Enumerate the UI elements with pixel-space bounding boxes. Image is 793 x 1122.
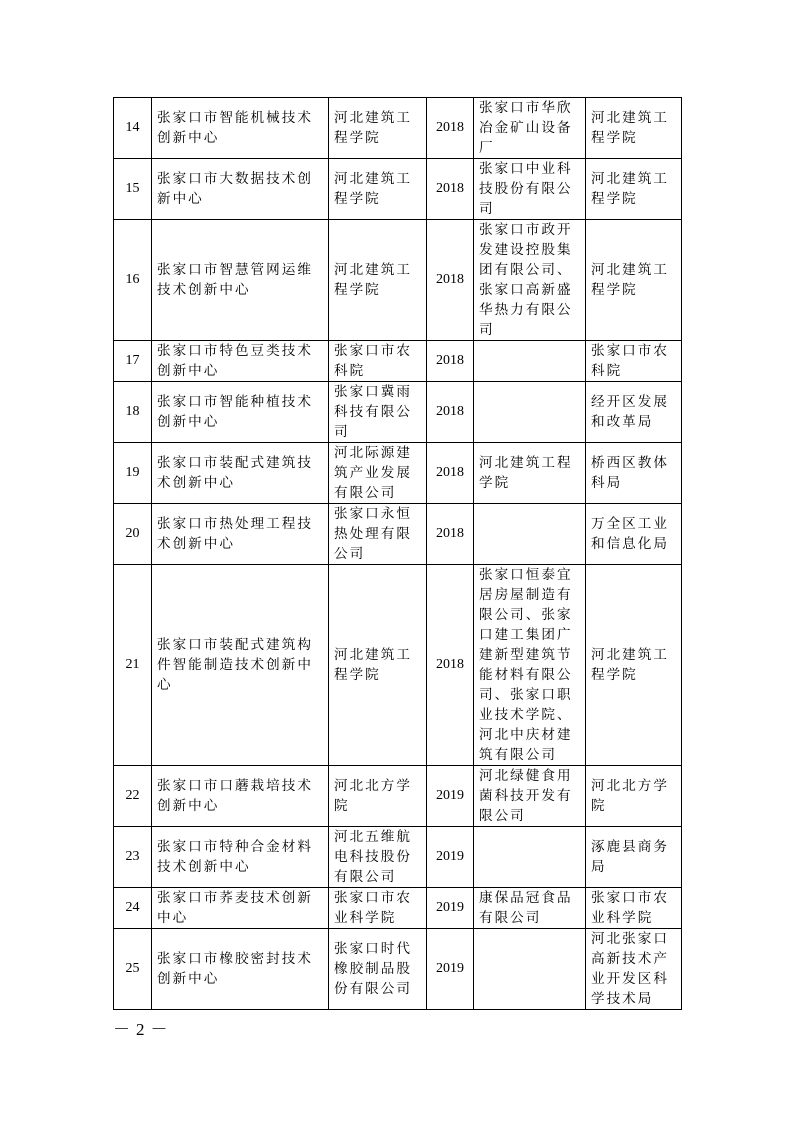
row-number-cell: 20 bbox=[114, 504, 152, 565]
year-cell: 2018 bbox=[427, 341, 474, 382]
year-cell: 2018 bbox=[427, 382, 474, 443]
table-body bbox=[114, 98, 682, 1010]
table-row bbox=[114, 827, 682, 888]
row-number-cell: 19 bbox=[114, 443, 152, 504]
page-number: －2－ bbox=[113, 1020, 174, 1039]
center-name-cell: 张家口市橡胶密封技术创新中心 bbox=[152, 929, 329, 1010]
year-cell: 2019 bbox=[427, 888, 474, 929]
partner-units-cell: 河北建筑工程学院 bbox=[474, 443, 586, 504]
partner-units-cell bbox=[474, 504, 586, 565]
host-unit-cell: 张家口市农业科学院 bbox=[329, 888, 427, 929]
table-row bbox=[114, 98, 682, 159]
host-unit-cell: 河北建筑工程学院 bbox=[329, 98, 427, 159]
year-cell: 2019 bbox=[427, 766, 474, 827]
partner-units-cell bbox=[474, 827, 586, 888]
managing-department-cell: 涿鹿县商务局 bbox=[586, 827, 682, 888]
partner-units-cell: 康保品冠食品有限公司 bbox=[474, 888, 586, 929]
partner-units-cell bbox=[474, 382, 586, 443]
center-name-cell: 张家口市大数据技术创新中心 bbox=[152, 159, 329, 220]
row-number-cell: 23 bbox=[114, 827, 152, 888]
table-row bbox=[114, 565, 682, 766]
year-cell: 2018 bbox=[427, 220, 474, 341]
year-cell: 2019 bbox=[427, 929, 474, 1010]
innovation-center-table bbox=[113, 97, 682, 1010]
host-unit-cell: 河北际源建筑产业发展有限公司 bbox=[329, 443, 427, 504]
managing-department-cell: 万全区工业和信息化局 bbox=[586, 504, 682, 565]
partner-units-cell bbox=[474, 341, 586, 382]
center-name-cell: 张家口市装配式建筑构件智能制造技术创新中心 bbox=[152, 565, 329, 766]
managing-department-cell: 河北建筑工程学院 bbox=[586, 220, 682, 341]
host-unit-cell: 河北建筑工程学院 bbox=[329, 565, 427, 766]
center-name-cell: 张家口市智能种植技术创新中心 bbox=[152, 382, 329, 443]
center-name-cell: 张家口市装配式建筑技术创新中心 bbox=[152, 443, 329, 504]
table-row bbox=[114, 766, 682, 827]
year-cell: 2018 bbox=[427, 159, 474, 220]
row-number-cell: 24 bbox=[114, 888, 152, 929]
center-name-cell: 张家口市智慧管网运维技术创新中心 bbox=[152, 220, 329, 341]
host-unit-cell: 河北北方学院 bbox=[329, 766, 427, 827]
center-name-cell: 张家口市口蘑栽培技术创新中心 bbox=[152, 766, 329, 827]
center-name-cell: 张家口市智能机械技术创新中心 bbox=[152, 98, 329, 159]
table-row bbox=[114, 382, 682, 443]
partner-units-cell: 张家口市华欣冶金矿山设备厂 bbox=[474, 98, 586, 159]
row-number-cell: 15 bbox=[114, 159, 152, 220]
managing-department-cell: 张家口市农科院 bbox=[586, 341, 682, 382]
managing-department-cell: 经开区发展和改革局 bbox=[586, 382, 682, 443]
partner-units-cell bbox=[474, 929, 586, 1010]
table-row bbox=[114, 929, 682, 1010]
row-number-cell: 16 bbox=[114, 220, 152, 341]
row-number-cell: 14 bbox=[114, 98, 152, 159]
row-number-cell: 18 bbox=[114, 382, 152, 443]
managing-department-cell: 河北北方学院 bbox=[586, 766, 682, 827]
partner-units-cell: 张家口市政开发建设控股集团有限公司、张家口高新盛华热力有限公司 bbox=[474, 220, 586, 341]
year-cell: 2018 bbox=[427, 565, 474, 766]
center-name-cell: 张家口市特种合金材料技术创新中心 bbox=[152, 827, 329, 888]
table-row bbox=[114, 341, 682, 382]
partner-units-cell: 张家口恒泰宜居房屋制造有限公司、张家口建工集团广建新型建筑节能材料有限公司、张家口职业技术学院、河北中庆材建筑有限公司 bbox=[474, 565, 586, 766]
center-name-cell: 张家口市特色豆类技术创新中心 bbox=[152, 341, 329, 382]
managing-department-cell: 河北建筑工程学院 bbox=[586, 159, 682, 220]
table-row bbox=[114, 220, 682, 341]
managing-department-cell: 桥西区教体科局 bbox=[586, 443, 682, 504]
year-cell: 2018 bbox=[427, 443, 474, 504]
managing-department-cell: 河北张家口高新技术产业开发区科学技术局 bbox=[586, 929, 682, 1010]
center-name-cell: 张家口市热处理工程技术创新中心 bbox=[152, 504, 329, 565]
partner-units-cell: 张家口中业科技股份有限公司 bbox=[474, 159, 586, 220]
host-unit-cell: 河北建筑工程学院 bbox=[329, 220, 427, 341]
managing-department-cell: 河北建筑工程学院 bbox=[586, 565, 682, 766]
host-unit-cell: 张家口永恒热处理有限公司 bbox=[329, 504, 427, 565]
table-row bbox=[114, 443, 682, 504]
host-unit-cell: 张家口时代橡胶制品股份有限公司 bbox=[329, 929, 427, 1010]
host-unit-cell: 张家口冀雨科技有限公司 bbox=[329, 382, 427, 443]
table-row bbox=[114, 888, 682, 929]
row-number-cell: 17 bbox=[114, 341, 152, 382]
year-cell: 2018 bbox=[427, 504, 474, 565]
year-cell: 2018 bbox=[427, 98, 474, 159]
table-row bbox=[114, 504, 682, 565]
center-name-cell: 张家口市荞麦技术创新中心 bbox=[152, 888, 329, 929]
year-cell: 2019 bbox=[427, 827, 474, 888]
row-number-cell: 25 bbox=[114, 929, 152, 1010]
managing-department-cell: 张家口市农业科学院 bbox=[586, 888, 682, 929]
host-unit-cell: 河北五维航电科技股份有限公司 bbox=[329, 827, 427, 888]
row-number-cell: 22 bbox=[114, 766, 152, 827]
partner-units-cell: 河北绿健食用菌科技开发有限公司 bbox=[474, 766, 586, 827]
host-unit-cell: 河北建筑工程学院 bbox=[329, 159, 427, 220]
row-number-cell: 21 bbox=[114, 565, 152, 766]
host-unit-cell: 张家口市农科院 bbox=[329, 341, 427, 382]
table-row bbox=[114, 159, 682, 220]
managing-department-cell: 河北建筑工程学院 bbox=[586, 98, 682, 159]
